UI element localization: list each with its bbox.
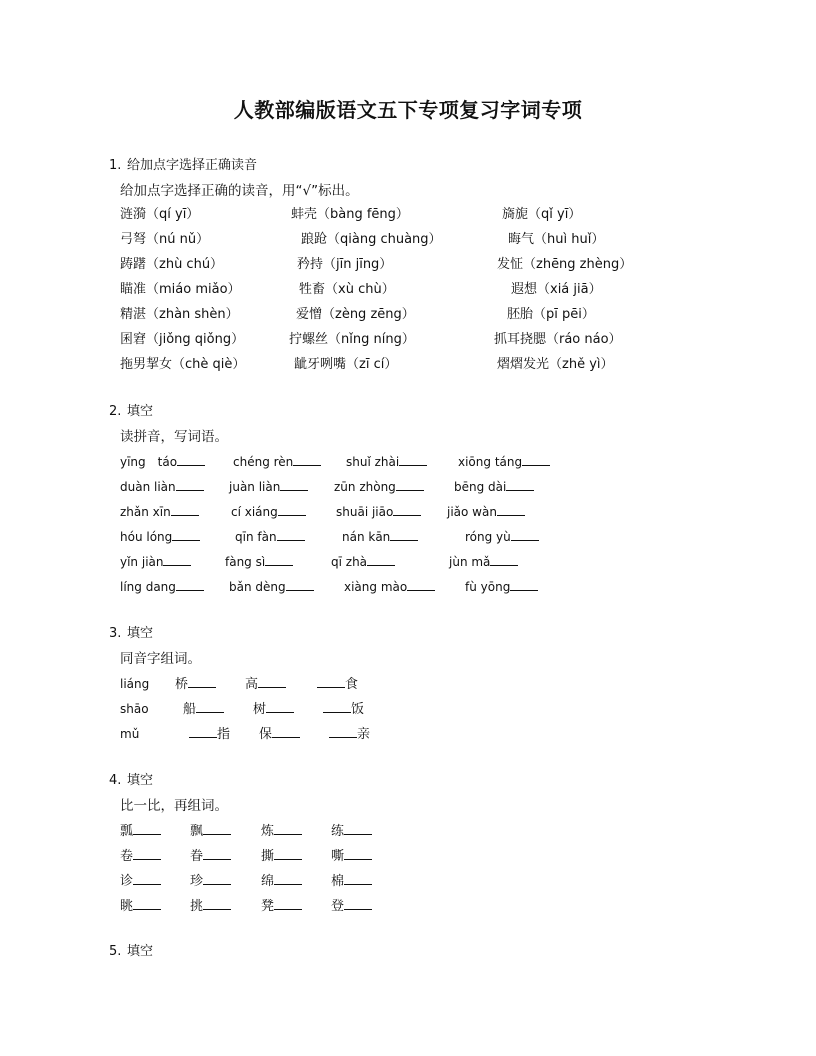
s2-item	[454, 478, 534, 496]
s1-item: 胚胎（pī pēi）	[507, 307, 595, 322]
answer-blank[interactable]	[286, 578, 314, 591]
s4-char: 卷	[120, 849, 134, 864]
s2-item	[120, 578, 204, 596]
pinyin-prompt: bǎn dèng	[229, 580, 286, 594]
s3-item	[329, 725, 370, 744]
answer-blank[interactable]	[171, 503, 199, 516]
s4-char: 嘶	[331, 849, 345, 864]
s3-item	[253, 700, 294, 719]
s4-char: 飘	[190, 824, 204, 839]
s4-char: 绵	[261, 874, 275, 889]
section-5-title: 填空	[127, 944, 154, 959]
s4-item	[261, 872, 302, 891]
answer-blank[interactable]	[172, 528, 200, 541]
s1-item: 拖男挈女（chè qiè）	[120, 357, 246, 372]
s4-char: 珍	[190, 874, 204, 889]
s1-item: 抓耳挠腮（ráo náo）	[494, 332, 622, 347]
answer-blank[interactable]	[277, 528, 305, 541]
s3-pinyin: shāo	[120, 702, 149, 716]
s4-item	[331, 847, 372, 866]
s2-item	[233, 453, 321, 471]
s3-item	[183, 700, 224, 719]
answer-blank[interactable]	[399, 453, 427, 466]
answer-blank[interactable]	[133, 847, 161, 860]
s2-item	[120, 478, 204, 496]
s4-item	[190, 872, 231, 891]
section-2-number: 2.	[109, 404, 122, 419]
s3-pinyin: mǔ	[120, 727, 140, 741]
pinyin-prompt: líng dang	[120, 580, 176, 594]
section-4-heading	[109, 772, 153, 790]
pinyin-prompt: qīn fàn	[235, 530, 277, 544]
section-4-number: 4.	[109, 773, 122, 788]
answer-blank[interactable]	[133, 897, 161, 910]
s1-item: 拧螺丝（nǐng níng）	[289, 332, 415, 347]
answer-blank[interactable]	[344, 847, 372, 860]
answer-blank[interactable]	[203, 822, 231, 835]
s2-item	[465, 528, 539, 546]
answer-blank[interactable]	[272, 725, 300, 738]
answer-blank[interactable]	[278, 503, 306, 516]
s4-char: 凳	[261, 899, 275, 914]
pinyin-prompt: fàng sì	[225, 555, 266, 569]
pinyin-prompt: xiàng mào	[344, 580, 408, 594]
pinyin-prompt: yǐn jiàn	[120, 555, 164, 569]
s1-item: 囷窘（jiǒng qiǒng）	[120, 332, 245, 347]
answer-blank[interactable]	[390, 528, 418, 541]
s2-item	[225, 553, 293, 571]
answer-blank[interactable]	[344, 897, 372, 910]
s4-item	[261, 897, 302, 916]
answer-blank[interactable]	[203, 872, 231, 885]
s4-item	[190, 897, 231, 916]
s3-char: 亲	[357, 727, 371, 742]
s2-item	[449, 553, 518, 571]
s4-char: 登	[331, 899, 345, 914]
answer-blank[interactable]	[274, 897, 302, 910]
answer-blank[interactable]	[506, 478, 534, 491]
s3-char: 饭	[351, 702, 365, 717]
s3-item	[323, 700, 364, 719]
s1-item: 精湛（zhàn shèn）	[120, 307, 239, 322]
section-3-title: 填空	[127, 626, 154, 641]
pinyin-prompt: róng yù	[465, 530, 511, 544]
s3-char: 树	[253, 702, 267, 717]
pinyin-prompt: fù yōng	[465, 580, 511, 594]
section-4-title: 填空	[127, 773, 154, 788]
answer-blank[interactable]	[522, 453, 550, 466]
pinyin-prompt: zhǎn xīn	[120, 505, 171, 519]
s1-item: 瞄准（miáo miǎo）	[120, 282, 241, 297]
s4-item	[261, 847, 302, 866]
s2-item	[342, 528, 418, 546]
s2-item	[334, 478, 424, 496]
section-2-heading	[109, 403, 153, 421]
section-3-number: 3.	[109, 626, 122, 641]
answer-blank[interactable]	[344, 822, 372, 835]
s2-item	[346, 453, 427, 471]
s3-char: 船	[183, 702, 197, 717]
answer-blank[interactable]	[258, 675, 286, 688]
s2-item	[344, 578, 435, 596]
s2-item	[447, 503, 525, 521]
s2-item	[229, 478, 308, 496]
answer-blank[interactable]	[407, 578, 435, 591]
section-1-instruction: 给加点字选择正确的读音，用“√”标出。	[120, 183, 359, 199]
answer-blank[interactable]	[317, 675, 345, 688]
section-1-number: 1.	[109, 158, 122, 173]
answer-blank[interactable]	[274, 822, 302, 835]
answer-blank[interactable]	[323, 700, 351, 713]
pinyin-prompt: duàn liàn	[120, 480, 176, 494]
s3-item	[259, 725, 300, 744]
answer-blank[interactable]	[280, 478, 308, 491]
answer-blank[interactable]	[497, 503, 525, 516]
s4-item	[331, 822, 372, 841]
section-5-heading	[109, 943, 153, 961]
pinyin-prompt: shuǐ zhài	[346, 455, 400, 469]
s4-item	[120, 822, 161, 841]
pinyin-prompt: nán kān	[342, 530, 391, 544]
s4-item	[120, 847, 161, 866]
s4-item	[331, 897, 372, 916]
answer-blank[interactable]	[203, 897, 231, 910]
pinyin-prompt: qī zhà	[331, 555, 368, 569]
s4-char: 练	[331, 824, 345, 839]
s2-item	[235, 528, 305, 546]
s1-item: 踌躇（zhù chú）	[120, 257, 224, 272]
s1-item: 晦气（huì huǐ）	[508, 232, 605, 247]
s4-char: 炼	[261, 824, 275, 839]
s1-item: 踉跄（qiàng chuàng）	[301, 232, 442, 247]
s4-char: 撕	[261, 849, 275, 864]
pinyin-prompt: bēng dài	[454, 480, 507, 494]
s4-char: 瓢	[120, 824, 134, 839]
answer-blank[interactable]	[344, 872, 372, 885]
s3-char: 食	[345, 677, 359, 692]
s1-item: 蚌壳（bàng fēng）	[291, 207, 409, 222]
s4-item	[120, 897, 161, 916]
answer-blank[interactable]	[293, 453, 321, 466]
s2-item	[458, 453, 550, 471]
s1-item: 弓弩（nú nǔ）	[120, 232, 210, 247]
answer-blank[interactable]	[490, 553, 518, 566]
pinyin-prompt: hóu lóng	[120, 530, 173, 544]
answer-blank[interactable]	[367, 553, 395, 566]
s3-char: 高	[245, 677, 259, 692]
answer-blank[interactable]	[511, 528, 539, 541]
page-title: 人教部编版语文五下专项复习字词专项	[233, 98, 583, 122]
section-3-heading	[109, 625, 153, 643]
section-4-instruction: 比一比，再组词。	[120, 798, 228, 814]
answer-blank[interactable]	[203, 847, 231, 860]
answer-blank[interactable]	[176, 478, 204, 491]
pinyin-prompt: jiǎo wàn	[447, 505, 497, 519]
s2-item	[120, 453, 205, 471]
s4-char: 诊	[120, 874, 134, 889]
s4-item	[120, 872, 161, 891]
section-3-instruction: 同音字组词。	[120, 651, 201, 667]
pinyin-prompt: shuāi jiāo	[336, 505, 394, 519]
s4-item	[190, 822, 231, 841]
s4-item	[190, 847, 231, 866]
s1-item: 发怔（zhēng zhèng）	[497, 257, 633, 272]
pinyin-prompt: xiōng táng	[458, 455, 523, 469]
s2-item	[231, 503, 306, 521]
pinyin-prompt: zūn zhòng	[334, 480, 396, 494]
s4-item	[331, 872, 372, 891]
pinyin-prompt: yīng táo	[120, 455, 178, 469]
section-5-number: 5.	[109, 944, 122, 959]
answer-blank[interactable]	[396, 478, 424, 491]
s3-pinyin: liáng	[120, 677, 150, 691]
section-2-instruction: 读拼音，写词语。	[120, 429, 228, 445]
pinyin-prompt: jùn mǎ	[449, 555, 491, 569]
answer-blank[interactable]	[510, 578, 538, 591]
s4-char: 眺	[120, 899, 134, 914]
answer-blank[interactable]	[274, 872, 302, 885]
pinyin-prompt: juàn liàn	[229, 480, 281, 494]
s1-item: 遐想（xiá jiā）	[511, 282, 602, 297]
s4-char: 眷	[190, 849, 204, 864]
s1-item: 涟漪（qí yī）	[120, 207, 200, 222]
answer-blank[interactable]	[189, 725, 217, 738]
pinyin-prompt: chéng rèn	[233, 455, 294, 469]
s1-item: 龇牙咧嘴（zī cí）	[294, 357, 398, 372]
pinyin-prompt: cí xiáng	[231, 505, 278, 519]
answer-blank[interactable]	[329, 725, 357, 738]
s4-char: 棉	[331, 874, 345, 889]
s4-item	[261, 822, 302, 841]
s3-char: 桥	[175, 677, 189, 692]
s3-char: 指	[217, 727, 231, 742]
s2-item	[120, 528, 200, 546]
s1-item: 爱憎（zèng zēng）	[296, 307, 415, 322]
s2-item	[336, 503, 421, 521]
section-1-title: 给加点字选择正确读音	[127, 158, 258, 173]
s1-item: 矜持（jīn jīng）	[297, 257, 393, 272]
answer-blank[interactable]	[266, 700, 294, 713]
s2-item	[229, 578, 314, 596]
answer-blank[interactable]	[163, 553, 191, 566]
s3-char: 保	[259, 727, 273, 742]
s3-item	[245, 675, 286, 694]
s3-item	[175, 675, 216, 694]
answer-blank[interactable]	[133, 822, 161, 835]
s2-item	[465, 578, 538, 596]
s4-char: 挑	[190, 899, 204, 914]
s2-item	[120, 553, 191, 571]
s2-item	[331, 553, 395, 571]
s3-item	[189, 725, 230, 744]
section-1-heading	[109, 157, 257, 175]
answer-blank[interactable]	[176, 578, 204, 591]
section-2-title: 填空	[127, 404, 154, 419]
answer-blank[interactable]	[196, 700, 224, 713]
answer-blank[interactable]	[133, 872, 161, 885]
answer-blank[interactable]	[265, 553, 293, 566]
answer-blank[interactable]	[188, 675, 216, 688]
answer-blank[interactable]	[274, 847, 302, 860]
answer-blank[interactable]	[177, 453, 205, 466]
s1-item: 熠熠发光（zhě yì）	[497, 357, 614, 372]
s1-item: 旖旎（qǐ yī）	[502, 207, 582, 222]
s1-item: 牲畜（xù chù）	[299, 282, 395, 297]
s3-item	[317, 675, 358, 694]
s2-item	[120, 503, 199, 521]
answer-blank[interactable]	[393, 503, 421, 516]
